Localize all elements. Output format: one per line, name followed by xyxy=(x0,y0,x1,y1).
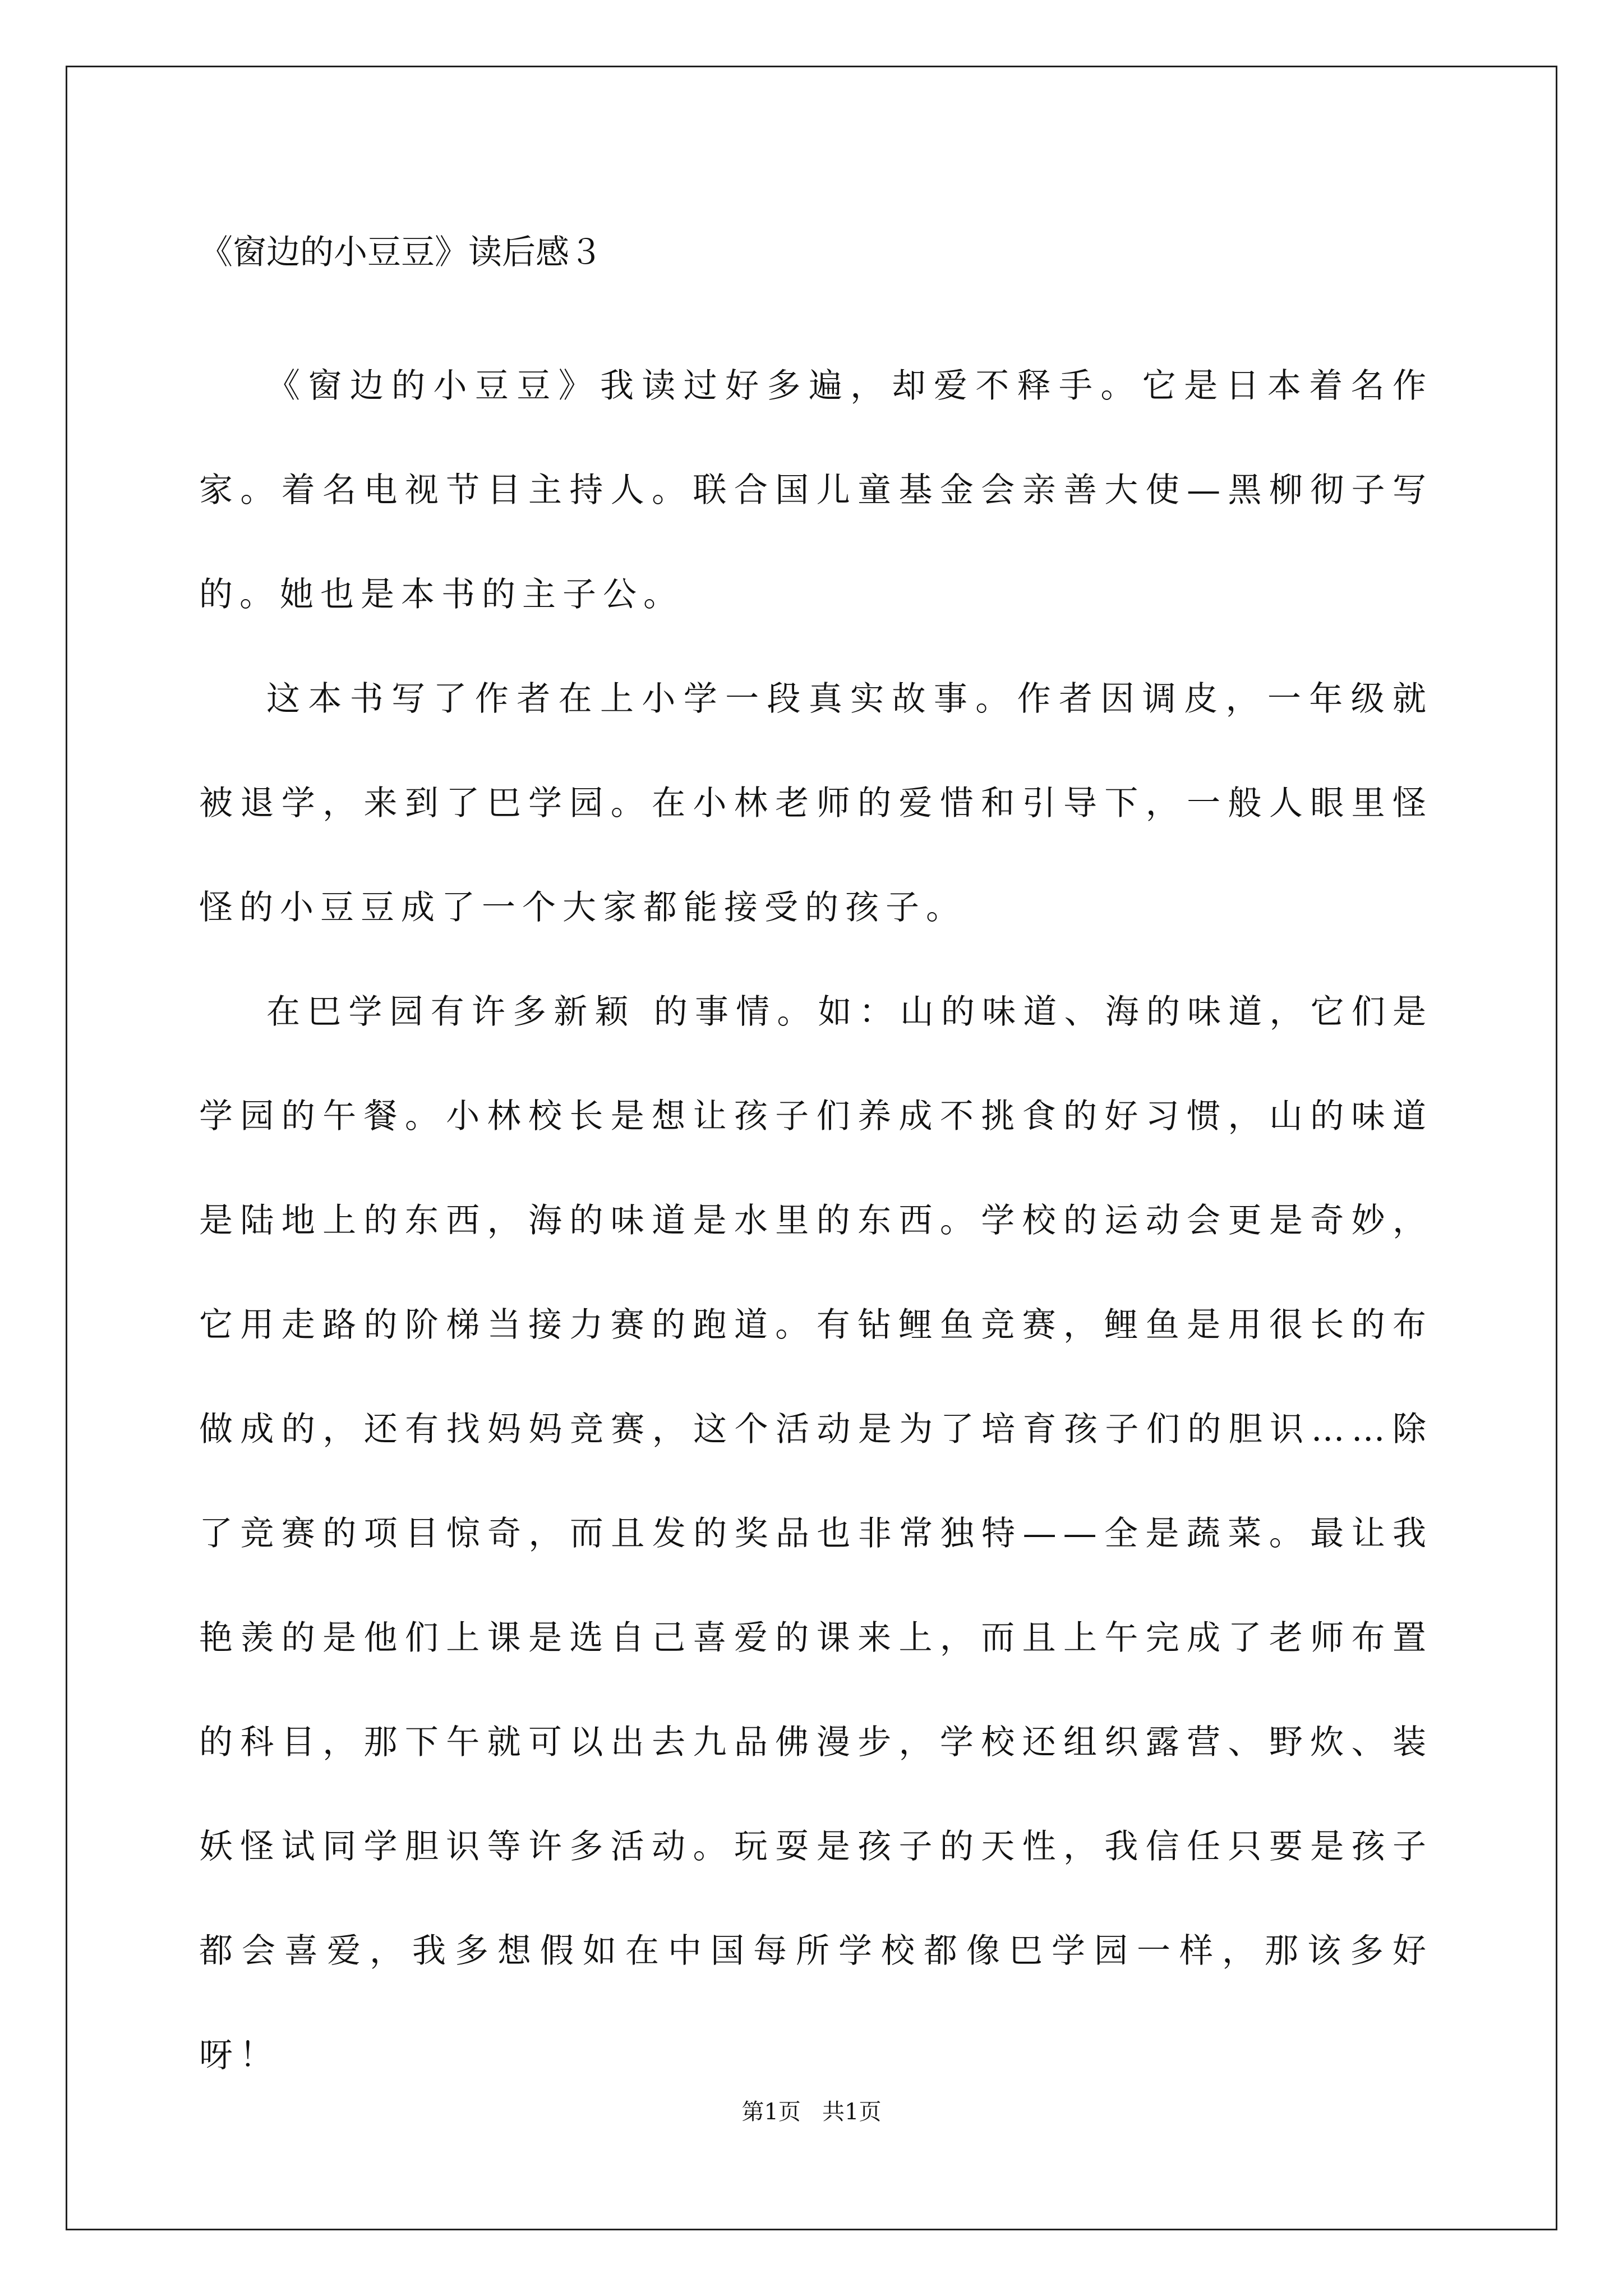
paragraph-1: 《窗边的小豆豆》我读过好多遍，却爱不释手。它是日本着名作家。着名电视节目主持人。联合国儿童基金会亲善大使—黑柳彻子写的。她也是本书的主子公。 xyxy=(199,366,1433,614)
paragraph-2: 这本书写了作者在上小学一段真实故事。作者因调皮，一年级就被退学，来到了巴学园。在小林老师的爱惜和引导下，一般人眼里怪怪的小豆豆成了一个大家都能接受的孩子。 xyxy=(199,679,1433,927)
document-title: 《窗边的小豆豆》读后感３ xyxy=(199,233,603,272)
paragraph-3: 在巴学园有许多新颖 的事情。如：山的味道、海的味道，它们是学园的午餐。小林校长是想让孩子们养成不挑食的好习惯，山的味道是陆地上的东西，海的味道是水里的东西。学校的运动会更是奇妙，它用走路的阶梯当接力赛的跑道。有钻鲤鱼竞赛，鲤鱼是用很长的布做成的，还有找妈妈竞赛，这个活动是为了培育孩子们的胆识……除了竞赛的项目惊奇，而且发的奖品也非常独特——全是蔬菜。最让我艳羡的是他们上课是选自己喜爱的课来上，而且上午完成了老师布置的科目，那下午就可以出去九品佛漫步，学校还组织露营、野炊、装妖怪试同学胆识等许多活动。玩耍是孩子的天性，我信任只要是孩子都会喜爱，我多想假如在中国每所学校都像巴学园一样，那该多好呀！ xyxy=(199,992,1433,2075)
document-body xyxy=(199,334,1433,2108)
page-footer: 第1页 共1页 xyxy=(741,2099,882,2125)
